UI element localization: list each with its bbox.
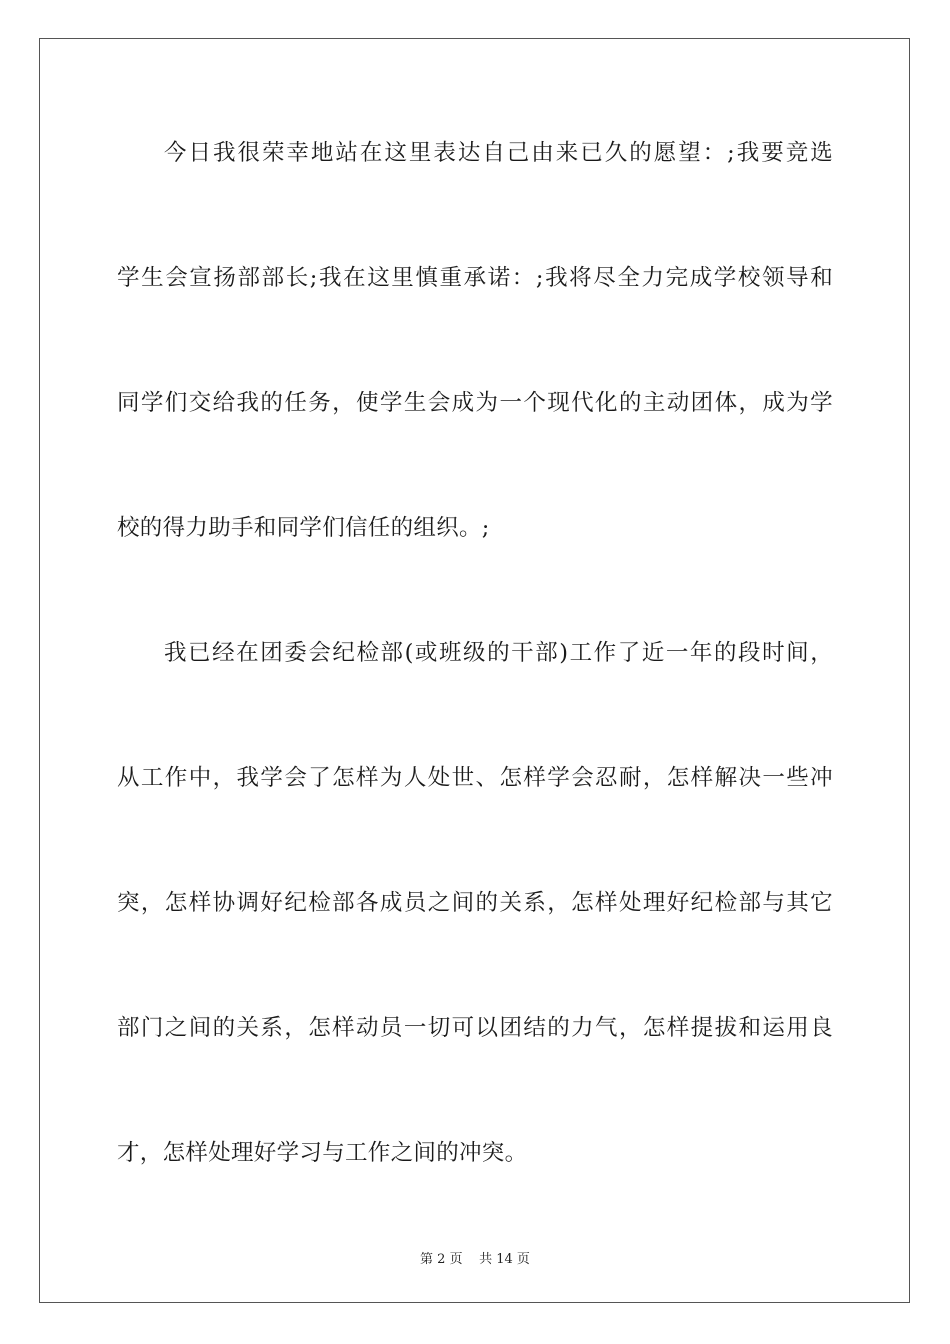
paragraph-2-line-2: 从工作中，我学会了怎样为人处世、怎样学会忍耐，怎样解决一些冲: [117, 765, 833, 791]
paragraph-1-line-1: 今日我很荣幸地站在这里表达自己由来已久的愿望：;我要竞选: [164, 140, 833, 166]
paragraph-2-line-4: 部门之间的关系，怎样动员一切可以团结的力气，怎样提拔和运用良: [117, 1015, 833, 1041]
paragraph-1-line-4: 校的得力助手和同学们信任的组织。;: [117, 515, 490, 541]
paragraph-1-line-3: 同学们交给我的任务，使学生会成为一个现代化的主动团体，成为学: [117, 390, 833, 416]
page-number: 第 2 页: [420, 1252, 463, 1267]
paragraph-1-line-2: 学生会宣扬部部长;我在这里慎重承诺：;我将尽全力完成学校领导和: [117, 265, 833, 291]
document-body: [117, 123, 833, 1248]
paragraph-2-line-3: 突，怎样协调好纪检部各成员之间的关系，怎样处理好纪检部与其它: [117, 890, 833, 916]
page-footer: [0, 1248, 950, 1267]
page-total: 共 14 页: [479, 1252, 530, 1267]
paragraph-2-line-5: 才，怎样处理好学习与工作之间的冲突。: [117, 1140, 528, 1166]
paragraph-2-line-1: 我已经在团委会纪检部(或班级的干部)工作了近一年的段时间，: [164, 640, 833, 666]
